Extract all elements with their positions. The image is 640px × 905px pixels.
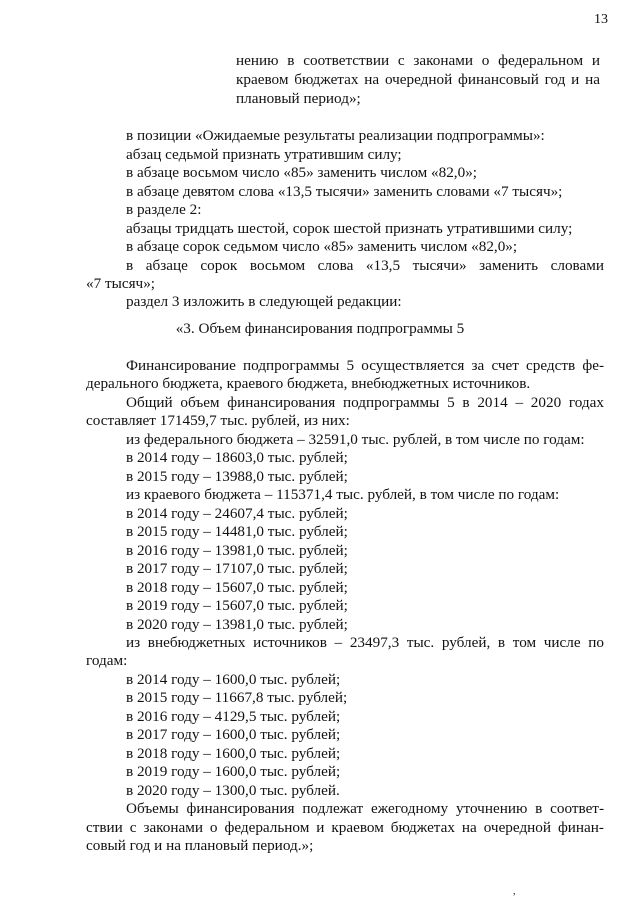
extrabudget-year-line: в 2018 году – 1600,0 тыс. рублей; <box>126 745 341 762</box>
amendment-line: абзац седьмой признать утратившим силу; <box>126 146 402 163</box>
extrabudget-year-line: в 2016 году – 4129,5 тыс. рублей; <box>126 708 341 725</box>
regional-year-line: в 2015 году – 14481,0 тыс. рублей; <box>126 523 348 540</box>
extrabudget-title-cont: годам: <box>86 652 128 669</box>
extrabudget-year-line: в 2015 году – 11667,8 тыс. рублей; <box>126 689 348 706</box>
amendment-line: в абзаце девятом слова «13,5 тысячи» заменить словами «7 тысяч»; <box>126 183 563 200</box>
regional-title: из краевого бюджета – 115371,4 тыс. рублей, в том числе по годам: <box>126 486 560 503</box>
paragraph-line: дерального бюджета, краевого бюджета, внебюджетных источников. <box>86 375 531 392</box>
closing-line: Объемы финансирования подлежат ежегодному уточнению в соответ- <box>126 800 604 817</box>
page-number: 13 <box>594 12 608 27</box>
amendment-line: в позиции «Ожидаемые результаты реализации подпрограммы»: <box>126 127 545 144</box>
federal-year-line: в 2014 году – 18603,0 тыс. рублей; <box>126 449 348 466</box>
regional-year-line: в 2019 году – 15607,0 тыс. рублей; <box>126 597 348 614</box>
section-heading: «3. Объем финансирования подпрограммы 5 <box>175 320 465 337</box>
federal-year-line: в 2015 году – 13988,0 тыс. рублей; <box>126 468 348 485</box>
footer-mark: , <box>513 886 516 897</box>
extrabudget-year-line: в 2020 году – 1300,0 тыс. рублей. <box>126 782 340 799</box>
extrabudget-title: из внебюджетных источников – 23497,3 тыс. рублей, в том числе по <box>126 634 604 651</box>
paragraph-line: составляет 171459,7 тыс. рублей, из них: <box>86 412 350 429</box>
closing-line: совый год и на плановый период.»; <box>86 837 314 854</box>
regional-year-line: в 2014 году – 24607,4 тыс. рублей; <box>126 505 348 522</box>
extrabudget-year-line: в 2014 году – 1600,0 тыс. рублей; <box>126 671 341 688</box>
paragraph-line: Финансирование подпрограммы 5 осуществляется за счет средств фе- <box>126 357 604 374</box>
regional-year-line: в 2018 году – 15607,0 тыс. рублей; <box>126 579 348 596</box>
regional-year-line: в 2020 году – 13981,0 тыс. рублей; <box>126 616 348 633</box>
amendment-line: «7 тысяч»; <box>86 275 156 292</box>
amendment-line: в абзаце сорок седьмом число «85» заменить числом «82,0»; <box>126 238 518 255</box>
amendment-line: в абзаце восьмом число «85» заменить числом «82,0»; <box>126 164 478 181</box>
amendment-line: раздел 3 изложить в следующей редакции: <box>126 293 402 310</box>
top-block-line-2: краевом бюджетах на очередной финансовый год и на <box>236 71 600 88</box>
extrabudget-year-line: в 2017 году – 1600,0 тыс. рублей; <box>126 726 341 743</box>
amendment-line: абзацы тридцать шестой, сорок шестой признать утратившими силу; <box>126 220 573 237</box>
closing-line: ствии с законами о федеральном и краевом бюджетах на очередной финан- <box>86 819 604 836</box>
extrabudget-year-line: в 2019 году – 1600,0 тыс. рублей; <box>126 763 341 780</box>
regional-year-line: в 2017 году – 17107,0 тыс. рублей; <box>126 560 348 577</box>
amendment-line: в разделе 2: <box>126 201 202 218</box>
federal-title: из федерального бюджета – 32591,0 тыс. рублей, в том числе по годам: <box>126 431 585 448</box>
regional-year-line: в 2016 году – 13981,0 тыс. рублей; <box>126 542 348 559</box>
top-block-line-3: плановый период»; <box>236 90 361 107</box>
top-block-line-1: нению в соответствии с законами о федеральном и <box>236 52 600 69</box>
amendment-line: в абзаце сорок восьмом слова «13,5 тысячи» заменить словами <box>126 257 604 274</box>
paragraph-line: Общий объем финансирования подпрограммы 5 в 2014 – 2020 годах <box>126 394 604 411</box>
